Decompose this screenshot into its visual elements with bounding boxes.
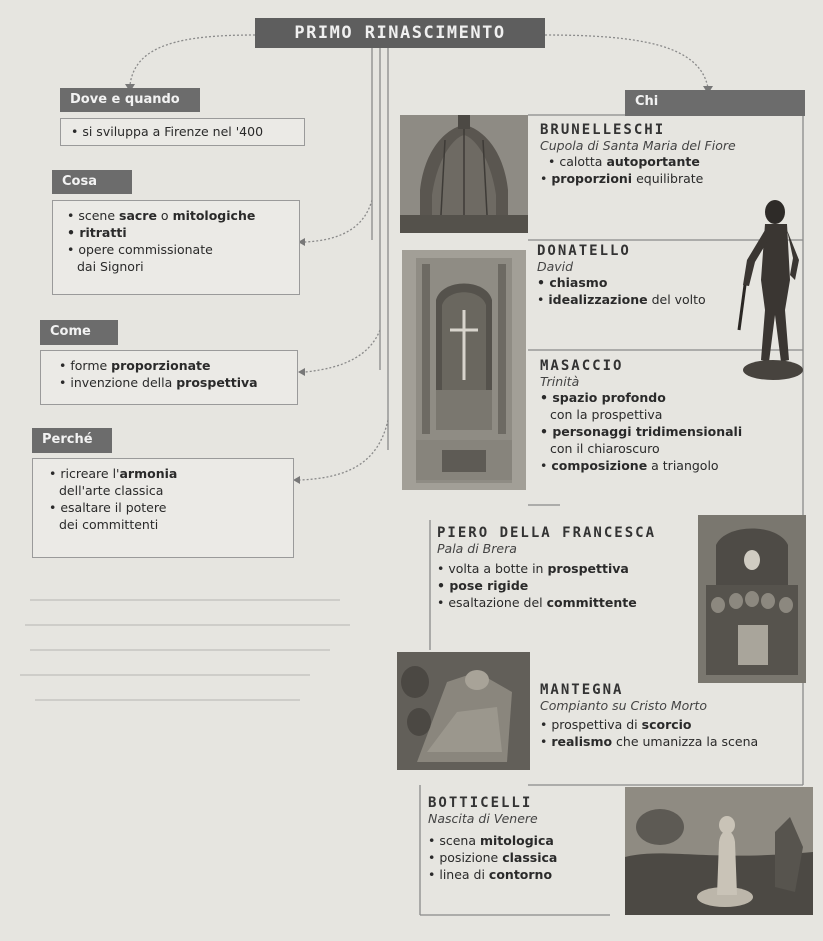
image-pala-di-brera [698, 515, 806, 683]
tag-chi: Chi [625, 90, 805, 116]
work-donatello: David [537, 259, 574, 274]
cosa-line-4: dai Signori [77, 259, 144, 274]
bullet-masaccio-1-cont: con la prospettiva [550, 407, 663, 422]
cosa-line-3: • opere commissionate [67, 242, 213, 257]
tag-perche: Perché [32, 428, 112, 453]
bullet-donatello-2: • idealizzazione del volto [537, 292, 706, 307]
bullet-brunelleschi-2: • proporzioni equilibrate [540, 171, 704, 186]
bullet-brunelleschi-1: • calotta autoportante [548, 154, 700, 169]
work-mantegna: Compianto su Cristo Morto [540, 698, 707, 713]
perche-line-2: dell'arte classica [59, 483, 164, 498]
work-masaccio: Trinità [540, 374, 580, 389]
perche-line-4: dei committenti [59, 517, 159, 532]
section-donatello [537, 243, 742, 308]
bullet-mantegna-1: • prospettiva di scorcio [540, 717, 692, 732]
page-title [255, 18, 545, 48]
image-cupola-santa-maria-del-fiore [400, 115, 528, 233]
box-perche [32, 458, 294, 558]
come-line-2: • invenzione della prospettiva [59, 375, 258, 390]
bullet-masaccio-3: • composizione a triangolo [540, 458, 719, 473]
image-nascita-di-venere [625, 787, 813, 915]
artist-donatello: DONATELLO [537, 243, 631, 259]
section-masaccio [540, 358, 802, 474]
section-botticelli [428, 795, 623, 883]
artist-botticelli: BOTTICELLI [428, 795, 533, 811]
artist-piero-della-francesca: PIERO DELLA FRANCESCA [437, 525, 657, 541]
box-cosa [52, 200, 300, 295]
image-david-donatello [735, 190, 805, 385]
tag-come: Come [40, 320, 118, 345]
bullet-botticelli-2: • posizione classica [428, 850, 558, 865]
bullet-piero-2: • pose rigide [437, 578, 529, 593]
bullet-botticelli-3: • linea di contorno [428, 867, 553, 882]
artist-mantegna: MANTEGNA [540, 682, 624, 698]
work-botticelli: Nascita di Venere [428, 811, 538, 826]
bullet-piero-3: • esaltazione del committente [437, 595, 637, 610]
bullet-masaccio-2-cont: con il chiaroscuro [550, 441, 660, 456]
box-come [40, 350, 298, 405]
come-line-1: • forme proporzionate [59, 358, 211, 373]
bullet-masaccio-2: • personaggi tridimensionali [540, 424, 743, 439]
section-mantegna [540, 682, 802, 750]
work-brunelleschi: Cupola di Santa Maria del Fiore [540, 138, 736, 153]
section-piero-della-francesca [437, 525, 695, 611]
section-brunelleschi [540, 122, 800, 187]
bullet-botticelli-1: • scena mitologica [428, 833, 554, 848]
perche-line-3: • esaltare il potere [49, 500, 167, 515]
image-trinita-masaccio [402, 250, 526, 490]
faint-background-text [10, 580, 370, 780]
image-compianto-su-cristo-morto [397, 652, 530, 770]
artist-brunelleschi: BRUNELLESCHI [540, 122, 666, 138]
perche-line-1: • ricreare l'armonia [49, 466, 178, 481]
cosa-line-1: • scene sacre o mitologiche [67, 208, 256, 223]
cosa-line-2: • ritratti [67, 225, 127, 240]
tag-dove-e-quando: Dove e quando [60, 88, 200, 112]
box-dove-e-quando [60, 118, 305, 146]
work-piero-della-francesca: Pala di Brera [437, 541, 517, 556]
bullet-mantegna-2: • realismo che umanizza la scena [540, 734, 759, 749]
dove-line: • si sviluppa a Firenze nel '400 [71, 124, 264, 139]
bullet-piero-1: • volta a botte in prospettiva [437, 561, 629, 576]
artist-masaccio: MASACCIO [540, 358, 624, 374]
bullet-masaccio-1: • spazio profondo [540, 390, 666, 405]
bullet-donatello-1: • chiasmo [537, 275, 608, 290]
tag-cosa: Cosa [52, 170, 132, 194]
title-text: PRIMO RINASCIMENTO [294, 23, 506, 43]
